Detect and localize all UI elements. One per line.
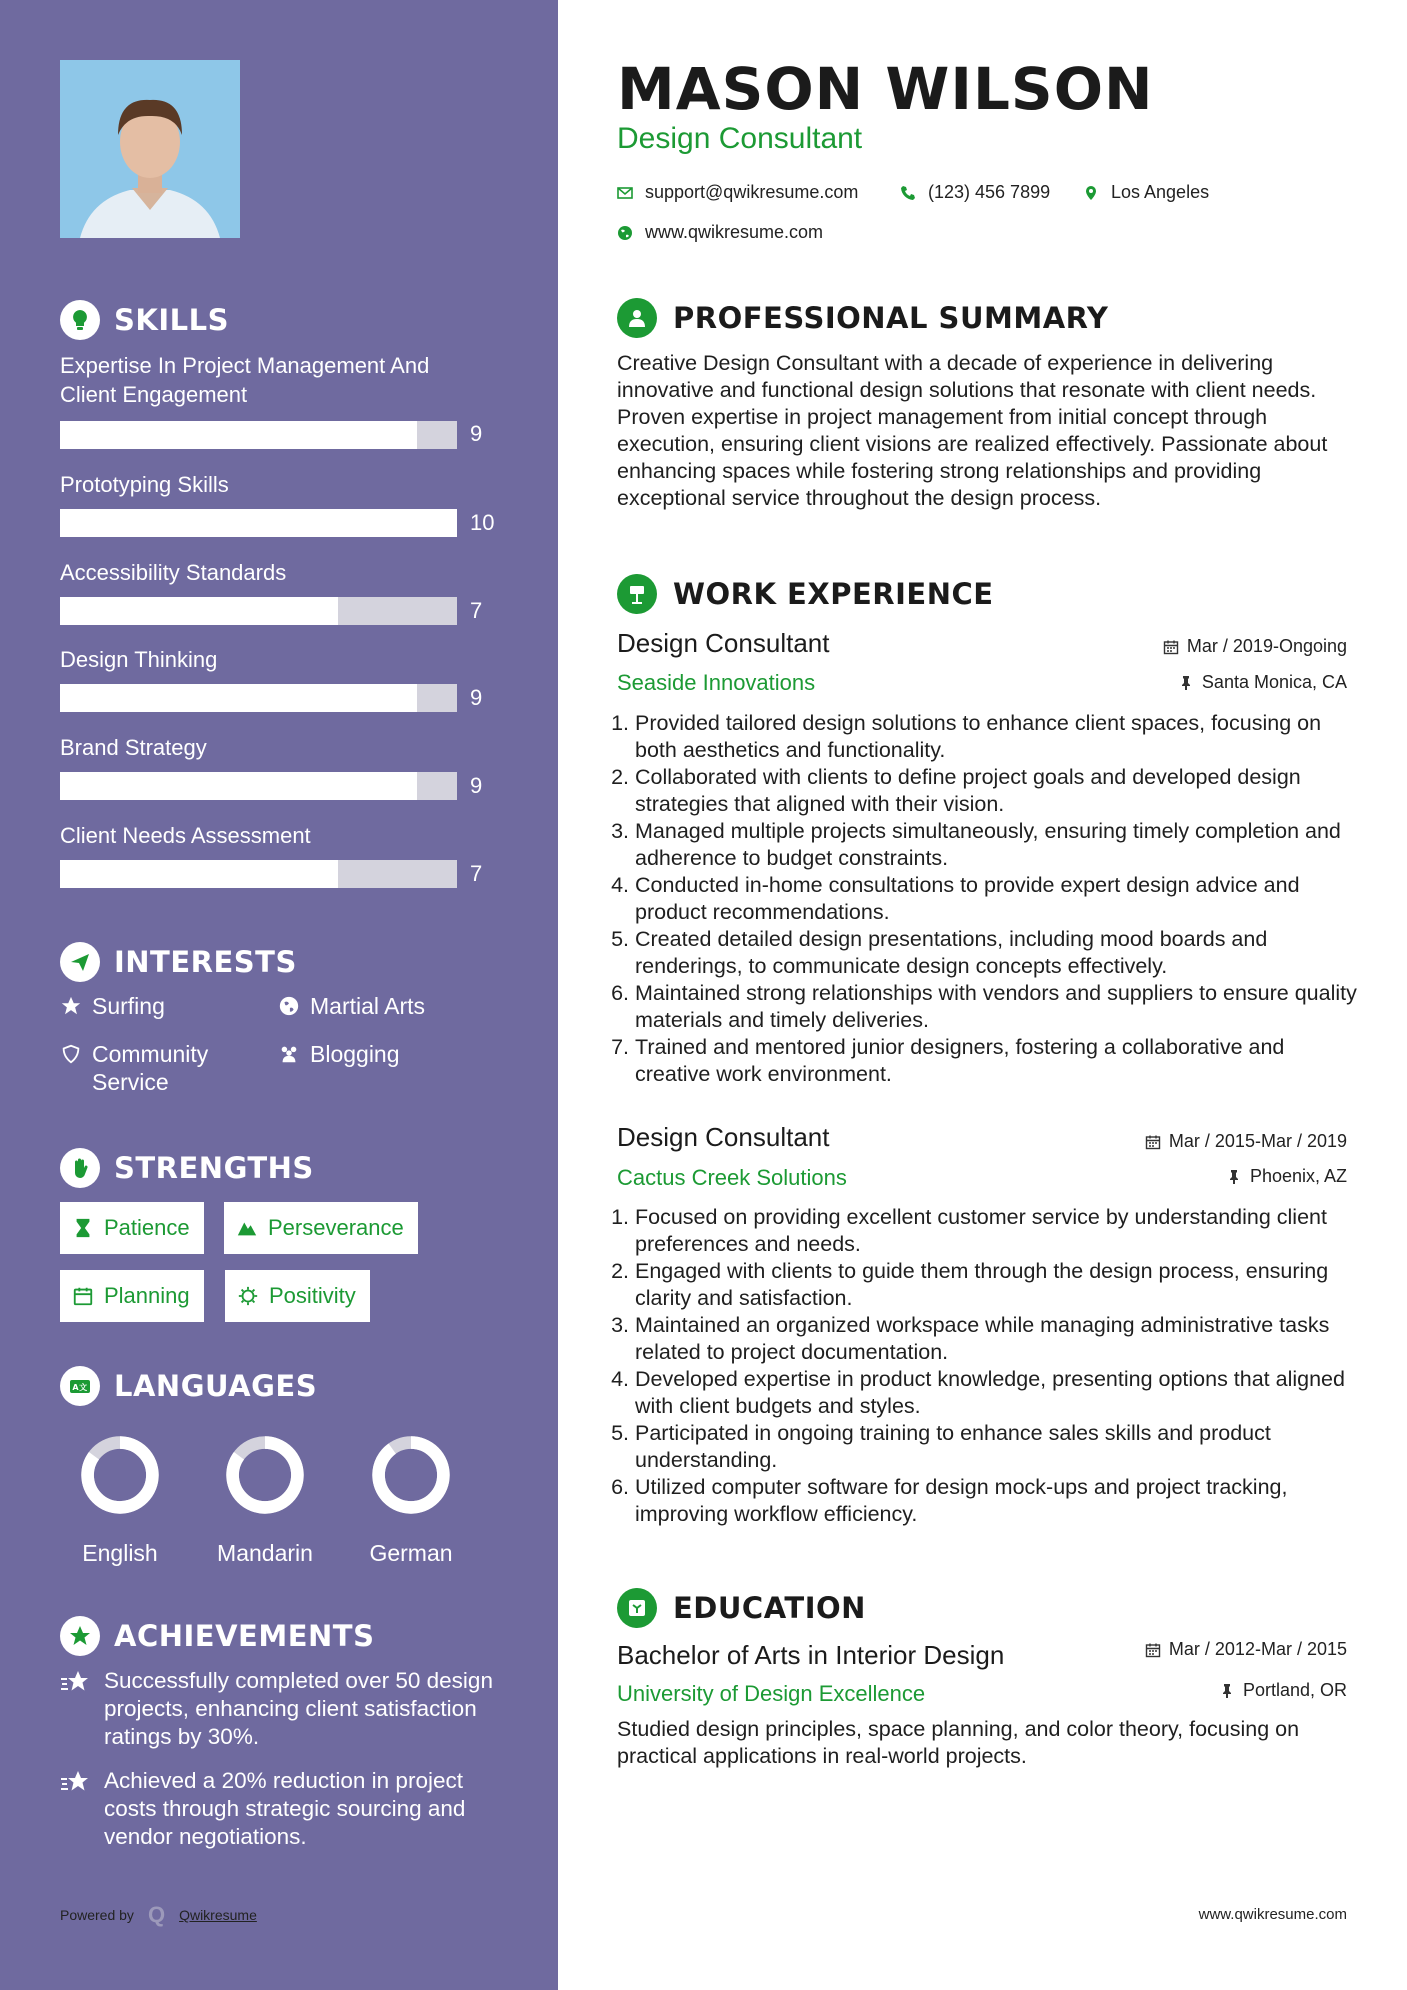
education-dates: Mar / 2012-Mar / 2015 [1145, 1639, 1347, 1660]
users-icon [278, 1043, 300, 1065]
list-item: 6. Utilized computer software for design mock-ups and project tracking, improving workflow efficiency. [635, 1474, 1360, 1528]
skill-bar [60, 597, 457, 625]
sidebar [0, 0, 558, 1990]
list-item: 7. Trained and mentored junior designers, fostering a collaborative and creative work environment. [635, 1034, 1360, 1088]
achievement-item: Successfully completed over 50 design projects, enhancing client satisfaction ratings by 30%. [60, 1667, 500, 1751]
education-location: Portland, OR [1219, 1680, 1347, 1701]
skills-title: SKILLS [114, 303, 229, 337]
language-ring [75, 1430, 165, 1520]
list-item: 4. Conducted in-home consultations to provide expert design advice and product recommendations. [635, 872, 1360, 926]
language-ring [220, 1430, 310, 1520]
pushpin-icon [1226, 1169, 1242, 1185]
skill-value: 10 [470, 510, 495, 535]
skill-value: 7 [470, 861, 483, 886]
skill-name: Client Needs Assessment [60, 823, 311, 848]
pushpin-icon [1178, 675, 1194, 691]
star-icon [60, 995, 82, 1017]
job-dates: Mar / 2015-Mar / 2019 [1145, 1131, 1347, 1152]
candidate-name: MASON WILSON [617, 55, 1154, 123]
skill-bar [60, 684, 457, 712]
phone-icon [900, 185, 916, 201]
skill-value: 9 [470, 685, 483, 710]
education-heading: EDUCATION [617, 1588, 866, 1628]
school-name: University of Design Excellence [617, 1681, 926, 1706]
candidate-role: Design Consultant [617, 122, 863, 155]
shooting-star-icon [60, 1669, 92, 1695]
skill-name: Accessibility Standards [60, 560, 287, 585]
summary-text: Creative Design Consultant with a decade of experience in delivering innovative and functional design solutions that resonate with client needs. Proven expertise in project management from initial concept through execution, ensuring client visions are realized effectively. Passionate about enhancing spaces while fostering strong relationships and providing exceptional service throughout the design process. [617, 351, 1328, 510]
skill-value: 9 [470, 773, 483, 798]
calendar-icon [1145, 1134, 1161, 1150]
pushpin-icon [1219, 1683, 1235, 1699]
interest-item: Blogging [278, 1040, 400, 1068]
graduation-icon [617, 1588, 657, 1628]
map-pin-icon [1083, 185, 1099, 201]
language-icon [60, 1366, 100, 1406]
paper-plane-icon [60, 942, 100, 982]
languages-heading [60, 1366, 317, 1406]
strengths-title: STRENGTHS [114, 1151, 314, 1185]
skill-bar [60, 860, 457, 888]
strengths-heading [60, 1148, 314, 1188]
powered-by: Powered by Q Qwikresume [60, 1902, 257, 1927]
profile-photo [60, 60, 240, 238]
experience-heading: WORK EXPERIENCE [617, 574, 994, 614]
job-location: Santa Monica, CA [1178, 672, 1347, 693]
skill-name: Brand Strategy [60, 735, 207, 760]
contact-email[interactable]: support@qwikresume.com [617, 182, 858, 203]
globe-icon [617, 225, 633, 241]
achievements-title: ACHIEVEMENTS [114, 1619, 375, 1653]
strength-tag: Perseverance [224, 1202, 418, 1254]
list-item: 2. Collaborated with clients to define project goals and developed design strategies that aligned with their vision. [635, 764, 1360, 818]
user-icon [617, 298, 657, 338]
list-item: 1. Provided tailored design solutions to enhance client spaces, focusing on both aesthetics and functionality. [635, 710, 1360, 764]
shield-icon [60, 1043, 82, 1065]
list-item: 5. Participated in ongoing training to enhance sales skills and product understanding. [635, 1420, 1360, 1474]
contact-location: Los Angeles [1083, 182, 1209, 203]
languages-title: LANGUAGES [114, 1369, 318, 1403]
interest-item: Martial Arts [278, 992, 425, 1020]
qwikresume-link[interactable]: Qwikresume [179, 1907, 257, 1923]
calendar-icon [1145, 1642, 1161, 1658]
list-item: 6. Maintained strong relationships with vendors and suppliers to ensure quality materials and timely deliveries. [635, 980, 1360, 1034]
hourglass-icon [72, 1217, 94, 1239]
job-location: Phoenix, AZ [1226, 1166, 1347, 1187]
podium-icon [617, 574, 657, 614]
interests-title: INTERESTS [114, 945, 297, 979]
hand-icon [60, 1148, 100, 1188]
skill-name: Prototyping Skills [60, 472, 229, 497]
lightbulb-icon [60, 300, 100, 340]
duties-list [635, 710, 1360, 1088]
sun-icon [237, 1285, 259, 1307]
company-name: Seaside Innovations [617, 670, 816, 695]
globe-icon [278, 995, 300, 1017]
list-item: 1. Focused on providing excellent customer service by understanding client preferences and needs. [635, 1204, 1360, 1258]
envelope-icon [617, 185, 633, 201]
interests-heading [60, 942, 297, 982]
calendar-icon [1163, 639, 1179, 655]
job-dates: Mar / 2019-Ongoing [1163, 636, 1347, 657]
job-title: Design Consultant [617, 628, 830, 658]
shooting-star-icon [60, 1769, 92, 1795]
language-ring [366, 1430, 456, 1520]
mountain-icon [236, 1217, 258, 1239]
skill-bar [60, 421, 457, 449]
language-item: Mandarin [205, 1430, 325, 1567]
qwikresume-logo-icon: Q [147, 1902, 166, 1927]
interest-item: Community Service [60, 1040, 240, 1096]
achievement-item: Achieved a 20% reduction in project costs through strategic sourcing and vendor negotiations. [60, 1767, 500, 1851]
company-name: Cactus Creek Solutions [617, 1165, 847, 1190]
summary-heading: PROFESSIONAL SUMMARY [617, 298, 1108, 338]
footer-url[interactable]: www.qwikresume.com [1198, 1906, 1347, 1923]
skill-bar [60, 509, 457, 537]
star-badge-icon [60, 1616, 100, 1656]
contact-phone[interactable]: (123) 456 7899 [900, 182, 1050, 203]
list-item: 3. Maintained an organized workspace while managing administrative tasks related to project documentation. [635, 1312, 1360, 1366]
list-item: 2. Engaged with clients to guide them through the design process, ensuring clarity and satisfaction. [635, 1258, 1360, 1312]
skills-heading [60, 300, 229, 340]
education-text: Studied design principles, space planning, and color theory, focusing on practical applications in real-world projects. [617, 1717, 1300, 1768]
strength-tag: Planning [60, 1270, 204, 1322]
strength-tag: Patience [60, 1202, 204, 1254]
contact-website[interactable]: www.qwikresume.com [617, 222, 823, 243]
skill-name: Expertise In Project Management And Client Engagement [60, 353, 430, 407]
language-item: German [351, 1430, 471, 1567]
svg-text:A文: A文 [72, 1383, 88, 1392]
skill-name: Design Thinking [60, 647, 218, 672]
list-item: 5. Created detailed design presentations, including mood boards and renderings, to communicate design concepts effectively. [635, 926, 1360, 980]
skill-bar [60, 772, 457, 800]
strength-tag: Positivity [225, 1270, 370, 1322]
achievements-heading [60, 1616, 374, 1656]
list-item: 4. Developed expertise in product knowledge, presenting options that aligned with client budgets and styles. [635, 1366, 1360, 1420]
duties-list [635, 1204, 1360, 1528]
degree-title: Bachelor of Arts in Interior Design [617, 1640, 1005, 1670]
interest-item: Surfing [60, 992, 165, 1020]
job-title: Design Consultant [617, 1122, 830, 1152]
calendar-icon [72, 1285, 94, 1307]
skill-value: 9 [470, 421, 483, 446]
skill-value: 7 [470, 598, 483, 623]
language-item: English [60, 1430, 180, 1567]
list-item: 3. Managed multiple projects simultaneously, ensuring timely completion and adherence to budget constraints. [635, 818, 1360, 872]
